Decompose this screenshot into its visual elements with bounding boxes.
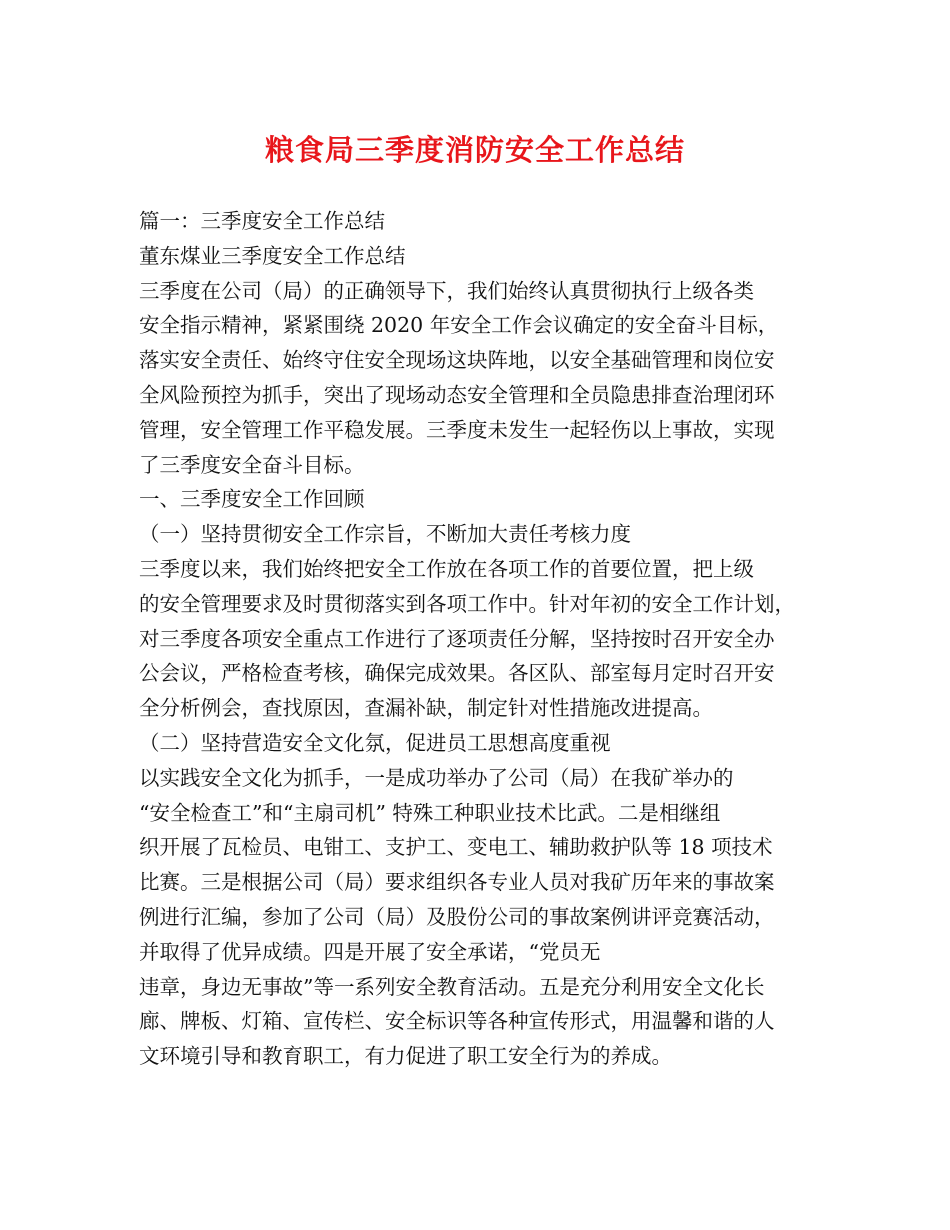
- body-line: 以实践安全文化为抓手，一是成功举办了公司（局）在我矿举办的: [139, 765, 734, 790]
- body-line: 公会议，严格检查考核，确保完成效果。各区队、部室每月定时召开安: [139, 661, 775, 686]
- body-line: 管理，安全管理工作平稳发展。三季度未发生一起轻伤以上事故，实现: [139, 417, 775, 442]
- body-line: 对三季度各项安全重点工作进行了逐项责任分解，坚持按时召开安全办: [139, 626, 775, 651]
- body-line: 廊、牌板、灯箱、宣传栏、安全标识等各种宣传形式，用温馨和谐的人: [139, 1009, 775, 1034]
- body-line: 落实安全责任、始终守住安全现场这块阵地，以安全基础管理和岗位安: [139, 348, 775, 373]
- body-line: 董东煤业三季度安全工作总结: [139, 243, 406, 268]
- document-title: 粮食局三季度消防安全工作总结: [264, 133, 685, 167]
- document-body: [139, 204, 839, 1074]
- body-line: 安全指示精神，紧紧围绕 2020 年安全工作会议确定的安全奋斗目标，: [139, 313, 779, 338]
- body-line: （一）坚持贯彻安全工作宗旨，不断加大责任考核力度: [139, 522, 631, 547]
- body-line: 织开展了瓦检员、电钳工、支护工、变电工、辅助救护队等 18 项技术: [139, 835, 773, 860]
- body-line: 三季度在公司（局）的正确领导下，我们始终认真贯彻执行上级各类: [139, 278, 754, 303]
- body-line: 了三季度安全奋斗目标。: [139, 452, 365, 477]
- body-line: 三季度以来，我们始终把安全工作放在各项工作的首要位置，把上级: [139, 556, 754, 581]
- body-line: 的安全管理要求及时贯彻落实到各项工作中。针对年初的安全工作计划，: [139, 591, 795, 616]
- body-line: （二）坚持营造安全文化氛，促进员工思想高度重视: [139, 730, 611, 755]
- body-line: 文环境引导和教育职工，有力促进了职工安全行为的养成。: [139, 1044, 672, 1069]
- body-line: 例进行汇编，参加了公司（局）及股份公司的事故案例讲评竞赛活动，: [139, 904, 775, 929]
- body-line: 违章，身边无事故”等一系列安全教育活动。五是充分利用安全文化长: [139, 974, 765, 999]
- body-line: “安全检查工”和“主扇司机” 特殊工种职业技术比武。二是相继组: [139, 800, 721, 825]
- body-line: 全风险预控为抓手，突出了现场动态安全管理和全员隐患排查治理闭环: [139, 382, 775, 407]
- body-line: 全分析例会，查找原因，查漏补缺，制定针对性措施改进提高。: [139, 696, 713, 721]
- body-line: 并取得了优异成绩。四是开展了安全承诺，“党员无: [139, 939, 601, 964]
- body-line: 比赛。三是根据公司（局）要求组织各专业人员对我矿历年来的事故案: [139, 870, 775, 895]
- body-line: 篇一：三季度安全工作总结: [139, 209, 385, 233]
- body-line: 一、三季度安全工作回顾: [139, 487, 365, 512]
